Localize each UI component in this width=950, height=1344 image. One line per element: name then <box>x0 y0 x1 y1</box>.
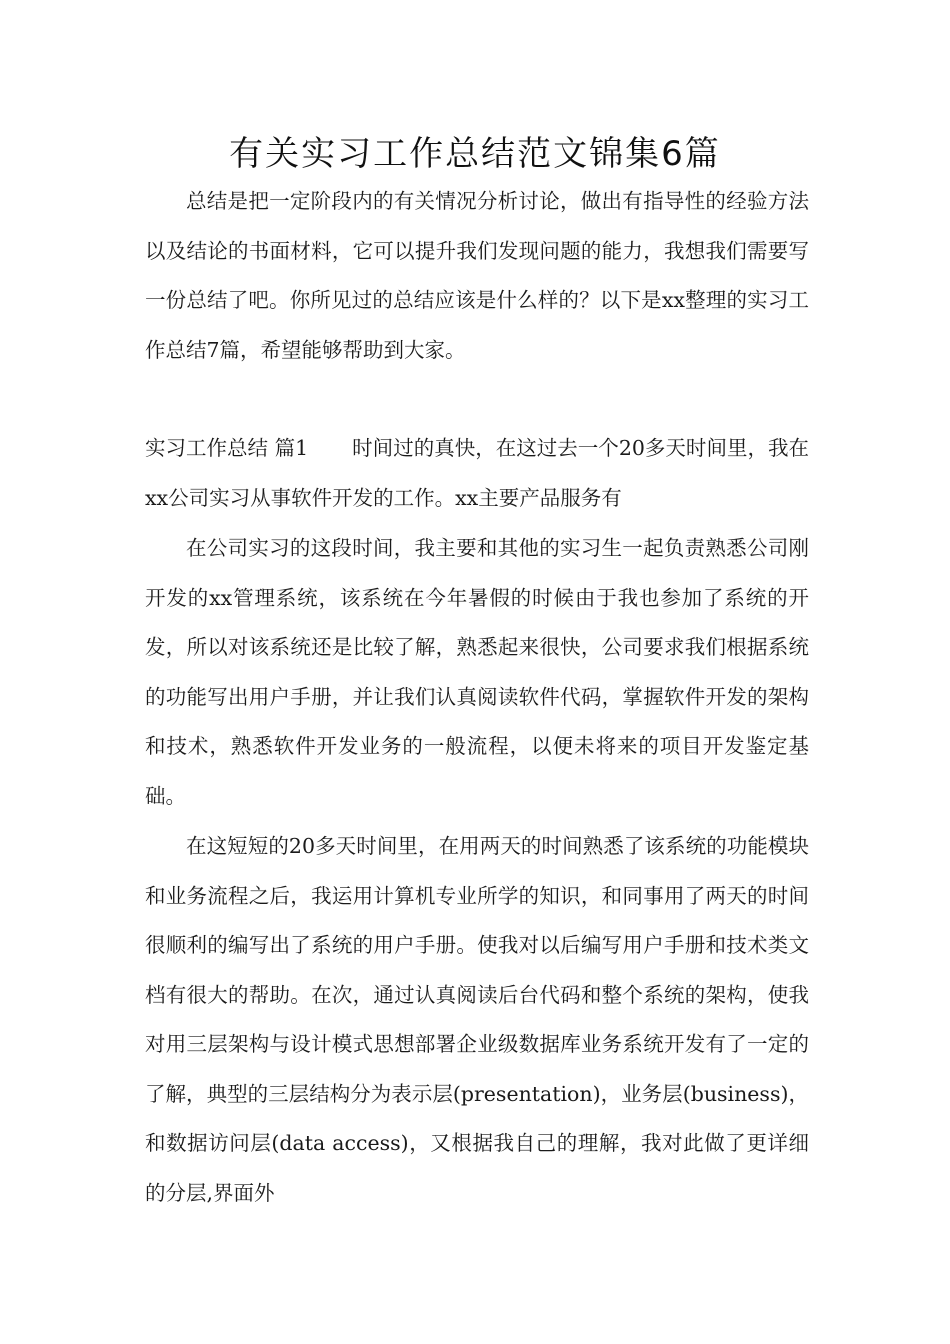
intro-text: 总结是把一定阶段内的有关情况分析讨论，做出有指导性的经验方法以及结论的书面材料，它可以提升我们发现问题的能力，我想我们需要写一份总结了吧。你所见过的总结应该是什么样的？以下是xx整理的实习工作总结7篇，希望能够帮助到大家。 <box>145 189 809 362</box>
paragraph-2-text: 在公司实习的这段时间，我主要和其他的实习生一起负责熟悉公司刚开发的xx管理系统，该系统在今年暑假的时候由于我也参加了系统的开发，所以对该系统还是比较了解，熟悉起来很快，公司要求我们根据系统的功能写出用户手册，并让我们认真阅读软件代码，掌握软件开发的架构和技术，熟悉软件开发业务的一般流程，以便未将来的项目开发鉴定基础。 <box>145 536 809 808</box>
intro-paragraph <box>145 177 809 375</box>
paragraph-3-text: 在这短短的20多天时间里，在用两天的时间熟悉了该系统的功能模块和业务流程之后，我运用计算机专业所学的知识，和同事用了两天的时间很顺利的编写出了系统的用户手册。使我对以后编写用户手册和技术类文档有很大的帮助。在次，通过认真阅读后台代码和整个系统的架构，使我对用三层架构与设计模式思想部署企业级数据库业务系统开发有了一定的了解，典型的三层结构分为表示层(presentation)，业务层(business)，和数据访问层(data access)，又根据我自己的理解，我对此做了更详细的分层,界面外 <box>145 834 809 1205</box>
section-1-paragraph <box>145 424 809 523</box>
paragraph-2 <box>145 524 809 821</box>
section-1-text: 时间过的真快，在这过去一个20多天时间里，我在xx公司实习从事软件开发的工作。xx主要产品服务有 <box>145 436 809 510</box>
section-1-line <box>145 424 809 523</box>
section-1-label: 实习工作总结 篇1 <box>145 436 309 460</box>
paragraph-3 <box>145 822 809 1218</box>
document-title: 有关实习工作总结范文锦集6篇 <box>229 134 721 174</box>
